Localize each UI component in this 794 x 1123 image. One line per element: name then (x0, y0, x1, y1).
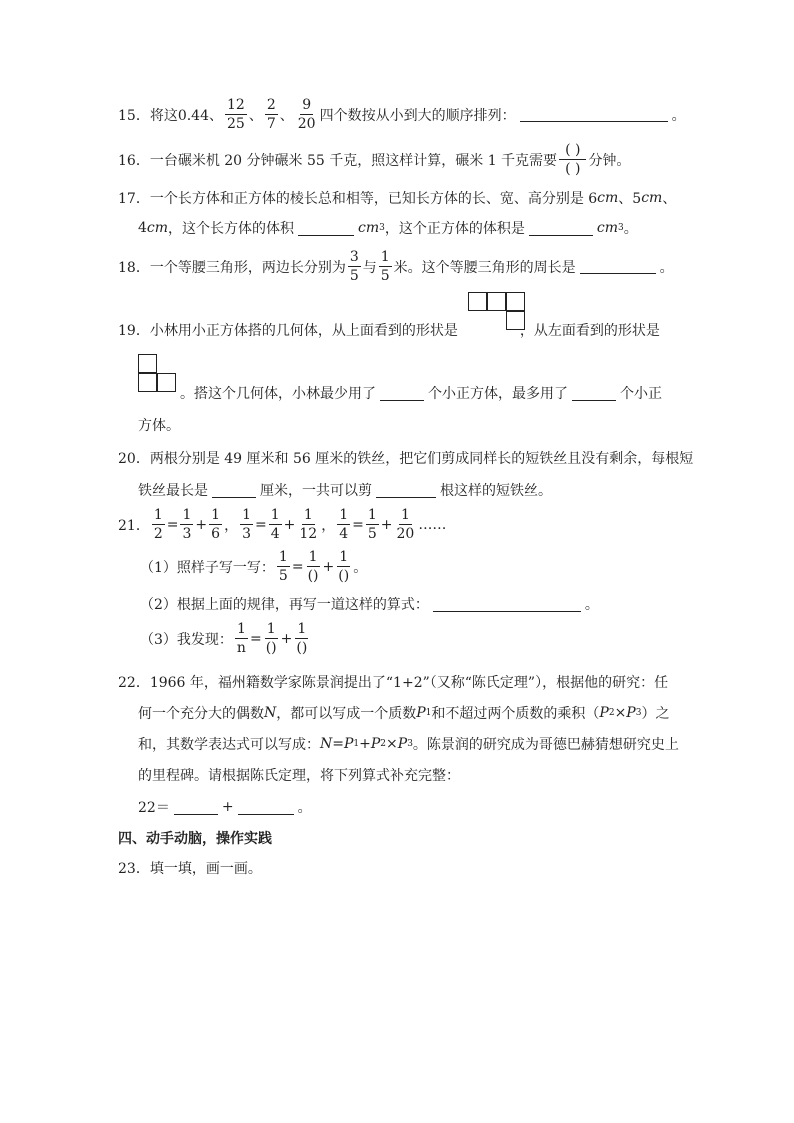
question-20-line1: 20．两根分别是 49 厘米和 56 厘米的铁丝，把它们剪成同样长的短铁丝且没有剩余，每根短 (118, 451, 694, 467)
question-20-line2: 铁丝最长是 厘米，一共可以剪 根这样的短铁丝。 (138, 483, 552, 499)
question-19-line2: 。搭这个几何体，小林最少用了 个小正方体，最多用了 个小正 (180, 386, 662, 402)
answer-blank[interactable] (572, 386, 616, 401)
question-22-line5: 22＝ + 。 (138, 799, 312, 816)
answer-blank[interactable] (433, 597, 581, 612)
question-22-line2: 何一个充分大的偶数 N ，都可以写成一个质数 P 1 和不超过两个质数的乘积（ P 2 × P 3 ）之 (138, 705, 670, 722)
question-21-part1: （1）照样子写一写： $\frac{1}{5}$ = $\frac{1}{()}$ + $\frac{1}{()}$ 。 (140, 549, 368, 584)
answer-blank[interactable] (376, 483, 436, 498)
left-view-shape (138, 354, 182, 394)
question-23: 23．填一填，画一画。 (118, 861, 262, 877)
question-19-line1: 19．小林用小正方体搭的几何体，从上面看到的形状是 ，从左面看到的形状是 (118, 323, 660, 339)
question-18: 18．一个等腰三角形，两边长分别为 $\frac{3}{5}$ 与 $\frac{1}{5}$ 米。这个等腰三角形的周长是 。 (118, 249, 674, 284)
question-21-part3: （3）我发现： $\frac{1}{n}$ = $\frac{1}{()}$ + $\frac{1}{()}$ (140, 621, 308, 656)
answer-fraction[interactable]: $\frac{1}{()}$ (265, 621, 277, 656)
question-22-line1: 22．1966 年，福州籍数学家陈景润提出了“1+2”（又称“陈氏定理”），根据他的研究：任 (118, 675, 669, 691)
question-22-line3: 和，其数学表达式可以写成： N = P 1 + P 2 × P 3 。陈景润的研究成为哥德巴赫猜想研究史上 (138, 736, 679, 753)
answer-blank[interactable] (580, 259, 656, 274)
question-17-line1: 17．一个长方体和正方体的棱长总和相等，已知长方体的长、宽、高分别是 6 cm 、5 cm 、 (118, 190, 677, 207)
answer-fraction[interactable]: $\frac{1}{()}$ (307, 549, 319, 584)
answer-blank[interactable] (520, 107, 668, 122)
question-22-line4: 的里程碑。请根据陈氏定理，将下列算式补充完整： (138, 768, 460, 784)
section-heading: 四、动手动脑，操作实践 (118, 831, 272, 847)
answer-blank[interactable] (238, 800, 294, 815)
question-21-part2: （2）根据上面的规律，再写一道这样的算式： 。 (140, 597, 599, 613)
answer-fraction[interactable]: $\frac{1}{()}$ (338, 549, 350, 584)
fraction-1-5: $\frac{1}{5}$ (380, 249, 390, 284)
answer-paren-fraction[interactable]: $\frac{( )}{( )}$ (559, 143, 586, 176)
question-21-examples: 21． $\frac{1}{2}$ = $\frac{1}{3}$ + $\frac{1}{6}$ ， $\frac{1}{3}$ = $\frac{1}{4}$ + $\frac{1}{12}$ ， $\frac{1}{4}$ = $\frac{1}{5}$ + $\frac{1}{20}$ …… (118, 507, 447, 542)
answer-fraction[interactable]: $\frac{1}{()}$ (296, 621, 308, 656)
fraction-12-25: $\frac{12}{25}$ (227, 97, 245, 132)
answer-blank[interactable] (212, 483, 256, 498)
fraction-2-7: $\frac{2}{7}$ (266, 97, 276, 132)
question-19-line3: 方体。 (138, 418, 180, 434)
question-15: 15．将这0.44、 $\frac{12}{25}$ 、 $\frac{2}{7}$ 、 $\frac{9}{20}$ 四个数按从小到大的顺序排列： 。 (118, 97, 686, 132)
answer-blank[interactable] (174, 800, 218, 815)
fraction-9-20: $\frac{9}{20}$ (297, 97, 316, 132)
answer-blank[interactable] (529, 221, 593, 236)
answer-blank[interactable] (298, 221, 354, 236)
fraction-3-5: $\frac{3}{5}$ (349, 249, 359, 284)
question-16: 16．一台碾米机 20 分钟碾米 55 千克，照这样计算，碾米 1 千克需要 $\frac{( )}{( )}$ 分钟。 (118, 142, 631, 177)
question-17-line2: 4 cm ，这个长方体的体积 cm 3 ，这个正方体的体积是 cm 3 。 (138, 220, 638, 237)
answer-blank[interactable] (380, 386, 424, 401)
